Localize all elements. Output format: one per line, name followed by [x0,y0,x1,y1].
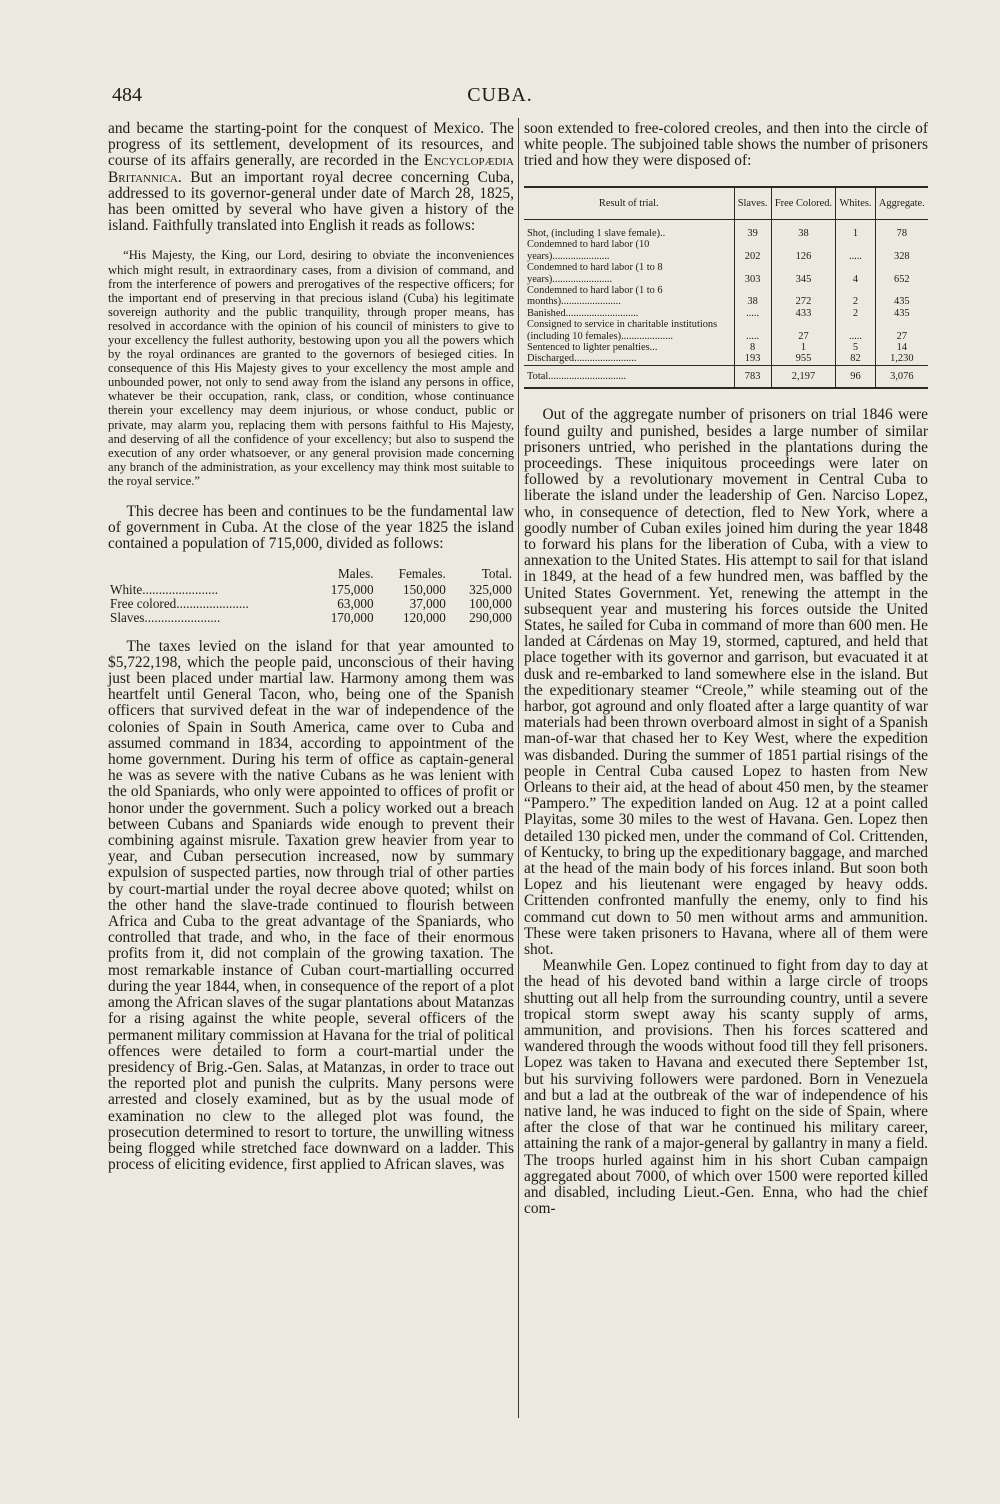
trial-header: Aggregate. [875,187,928,220]
right-paragraph-2: Out of the aggregate number of prisoners on trial 1846 were found guilty and punished, besides a large number of similar prisoners untried, who perished in the plantations during the proceedings. These iniquitous proceedings were later on followed by a revolutionary movement in Central Cuba to liberate the island under the leadership of Gen. Narciso Lopez, who, in consequence of detection, fled to New York, where a goodly number of Cuban exiles joined him during the year 1848 to forward his plans for the liberation of Cuba, with a view to annexation to the United States. His attempt to sail for that island in 1849, at the head of a few hundred men, was baffled by the United States Government. Yet, renewing the attempt in the subsequent year and mustering his forces outside the United States, he sailed for Cuba in command of more than 600 men. He landed at Cárdenas on May 19, stormed, captured, and held that place together with its governor and garrison, but evacuated it at dusk and re-embarked to land somewhere else in the island. But the expeditionary steamer “Creole,” while steaming out of the harbor, got aground and only floated after a large quantity of war materials had been thrown overboard almost in sight of a Spanish man-of-war that chased her to Key West, where the expedition was disbanded. During the summer of 1851 partial risings of the people in Central Cuba caused Lopez to hasten from New Orleans to their aid, at the head of about 450 men, by the steamer “Pampero.” The expedition landed on Aug. 12 at a point called Playitas, some 30 miles to the west of Havana. Gen. Lopez then detailed 130 picked men, under the command of Col. Crittenden, of Kentucky, to bring up the expeditionary baggage, and marched at the head of the main body of his forces inland. But soon both Lopez and his lieutenant were engaged by heavy odds. Crittenden confronted manfully the enemy, only to find his command cut down to 50 men without arms and ammunition. These were taken prisoners to Havana, where all of them were shot. [524,406,928,958]
population-header: Total. [481,565,512,581]
trial-header: Result of trial. [524,187,734,220]
trial-row: Condemned to hard labor (1 to 8 years)....................... 303 345 4 652 [524,262,928,285]
page-number: 484 [112,84,142,106]
trial-header: Slaves. [734,187,771,220]
trial-total-row: Total.............................. 783 2,197 96 3,076 [524,365,928,388]
trial-row: Condemned to hard labor (10 years)...................... 202 126 ..... 328 [524,239,928,262]
trial-header: Whites. [836,187,875,220]
population-header: Males. [338,565,374,581]
population-row: White....................... 175,000 150,000 325,000 [110,581,512,597]
column-rule [518,118,519,1418]
trial-header: Free Colored. [771,187,836,220]
left-column [108,121,514,1173]
right-paragraph-3: Meanwhile Gen. Lopez continued to fight from day to day at the head of his devoted band within a large circle of troops shutting out all help from the surrounding country, until a severe tropical storm swept away his scanty supply of arms, ammunition, and provisions. Then his forces scattered and wandered through the woods without food till they fell prisoners. Lopez was taken to Havana and executed there September 1st, but his surviving followers were pardoned. Born in Venezuela and but a lad at the outbreak of the war of independence of his native land, he was induced to fight on the side of Spain, where after the close of that war he continued his military career, attaining the rank of a major-general by gallantry in many a field. The troops hurled against him in his short Cuban campaign aggregated about 7000, of which over 1500 were reported killed and disabled, including Lieut.-Gen. Enna, who had the chief com- [524,957,928,1218]
trial-row: Banished............................ ..... 433 2 435 [524,308,928,319]
population-header: Females. [398,565,446,581]
trial-row: Discharged........................ 193 955 82 1,230 [524,353,928,365]
right-paragraph-1: soon extended to free-colored creoles, and then into the circle of white people. The subjoined table shows the number of prisoners tried and how they were disposed of: [524,120,928,170]
royal-decree-quote: “His Majesty, the King, our Lord, desiring to obviate the inconveniences which might result, in extraordinary cases, from a division of command, and from the interference of powers and prerogatives of the respective officers; for the important end of preserving in that precious island (Cuba) his legitimate sovereign authority and the public tranquility, through proper means, has resolved in accordance with the opinion of his council of ministers to give to your excellency the fullest authority, bestowing upon you all the powers which by the royal ordinances are granted to the governors of besieged cities. In consequence of this His Majesty gives to your excellency the most ample and unbounded power, not only to send away from the island any persons in office, whatever be their occupation, rank, class, or condition, whose continuance therein your excellency may deem injurious, or whose conduct, public or private, may alarm you, replacing them with persons faithful to His Majesty, and deserving of all the confidence of your excellency; but also to suspend the execution of any order whatsoever, or any general provision made concerning any branch of the administration, as your excellency may think most suitable to the royal service.” [108,248,514,488]
population-header-row [108,565,514,583]
running-title: CUBA. [467,84,533,106]
encyclopaedia-title: Encyclopædia Britannica [108,152,514,186]
trial-row: Consigned to service in charitable institutions (including 10 females).................... ..... 27 ..... 27 [524,319,928,342]
population-row: Slaves....................... 170,000 120,000 290,000 [110,609,512,625]
trial-header-row [524,187,928,220]
left-paragraph-3: The taxes levied on the island for that year amounted to $5,722,198, which the people paid, unconscious of their having just been placed under martial law. Harmony among them was heartfelt until General Tacon, who, being one of the Spanish officers that survived defeat in the war of independence of the colonies of Spain in South America, came over to Cuba and assumed command in 1834, according to appointment of the home government. During his term of office as captain-general he was as severe with the native Cubans as he was lenient with the old Spaniards, who only were appointed to offices of profit or honor under the government. Such a policy worked out a breach between Cubans and Spaniards wide enough to prevent their combining against misrule. Taxation grew heavier from year to year, and Cuban persecution increased, now by summary expulsion of suspected parties, now through trial of other parties by court-martial under the royal decree above quoted; whilst on the other hand the slave-trade continued to flourish between Africa and Cuba to the great advantage of the Spaniards, who controlled that trade, and who, in the face of their enormous profits from it, did not complain of the growing taxation. The most remarkable instance of Cuban court-martialling occurred during the year 1844, when, in consequence of the report of a plot among the African slaves of the sugar plantations about Matanzas for a rising against the white people, several officers of the permanent military commission at Havana for the trial of political offences were detailed to form a court-martial under the presidency of Brig.-Gen. Salas, at Matanzas, in order to trace out the reported plot and punish the culprits. Many persons were arrested and closely examined, but as by the usual mode of examination no clew to the alleged plot was found, the prosecution determined to resort to torture, the unwilling witness being flogged while stretched face downward on a ladder. This process of eliciting evidence, first applied to African slaves, was [108,637,515,1174]
trial-row: Sentenced to lighter penalties... 8 1 5 14 [524,342,928,353]
left-paragraph-1: and became the starting-point for the conquest of Mexico. The progress of its settlement, development of its resources, and course of its affairs generally, are recorded in the Encyclopædia Britannica. But an important royal decree concerning Cuba, addressed to its governor-general under date of March 28, 1825, has been omitted by several who have given a history of the island. Faithfully translated into English it reads as follows: [108,120,514,235]
trial-results-table [524,186,928,390]
left-paragraph-2: This decree has been and continues to be the fundamental law of government in Cuba. At the close of the year 1825 the island contained a population of 715,000, divided as follows: [108,503,514,553]
population-row: Free colored...................... 63,000 37,000 100,000 [110,595,512,611]
trial-row: Shot, (including 1 slave female).. 39 38 1 78 [524,220,928,240]
trial-row: Condemned to hard labor (1 to 6 months)....................... 38 272 2 435 [524,285,928,308]
right-column [524,121,928,1217]
population-table [108,565,514,625]
